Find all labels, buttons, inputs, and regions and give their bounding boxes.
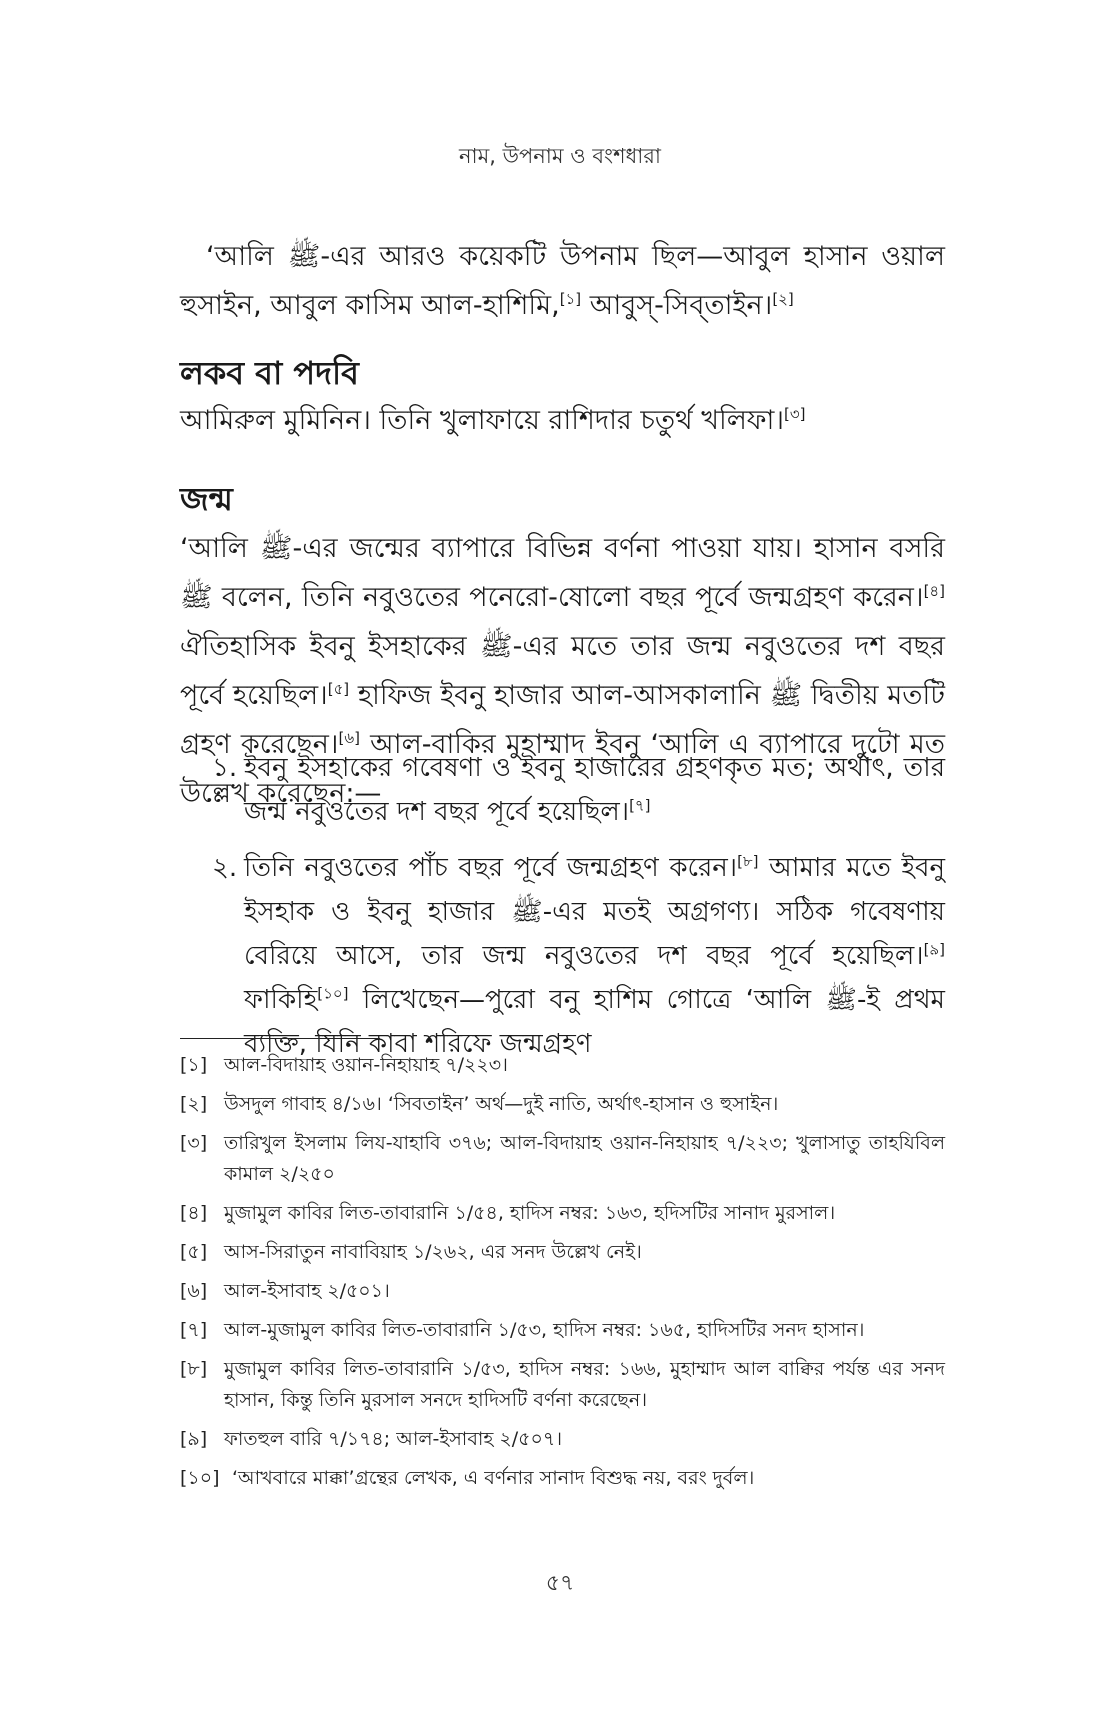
list-item-text: ইবনু ইসহাকের গবেষণা ও ইবনু হাজারের গ্রহণকৃত মত; অর্থাৎ, তার জন্ম নবুওতের দশ বছর পূর্বে হয়েছিল।	[244, 753, 945, 827]
footnote-number: [১০]	[180, 1467, 220, 1489]
section-heading-title: লকব বা পদবি	[180, 354, 359, 392]
footnote-number: [৬]	[180, 1280, 208, 1302]
footnote-number: [১]	[180, 1054, 208, 1076]
footnote-ref-3[interactable]: [৩]	[784, 405, 806, 423]
intro-text: ‘আলি ﷺ-এর আরও কয়েকটি উপনাম ছিল—আবুল হাসান ওয়াল হুসাইন, আবুল কাসিম আল-হাশিমি,	[180, 241, 945, 321]
page-number: ৫৭	[545, 1571, 575, 1596]
intro-text-2: আবুস্-সিব্তাইন।	[581, 290, 773, 321]
footnote-number: [৪]	[180, 1202, 208, 1224]
footnote-number: [৮]	[180, 1358, 208, 1380]
footnote	[180, 1424, 945, 1455]
section-heading-birth: জন্ম	[180, 480, 233, 518]
footnote-text: ‘আখবারে মাক্কা’গ্রন্থের লেখক, এ বর্ণনার সানাদ বিশুদ্ধ নয়, বরং দুর্বল।	[232, 1467, 755, 1489]
footnote	[180, 1463, 945, 1494]
footnote-text: তারিখুল ইসলাম লিয-যাহাবি ৩৭৬; আল-বিদায়াহ ওয়ান-নিহায়াহ ৭/২২৩; খুলাসাতু তাহযিবিল কামাল ২/২৫০	[224, 1132, 945, 1185]
footnote-text: মুজামুল কাবির লিত-তাবারানি ১/৫৪, হাদিস নম্বর: ১৬৩, হদিসটির সানাদ মুরসাল।	[224, 1202, 836, 1224]
list-item-number: ১.	[212, 753, 238, 783]
footnote-ref-6[interactable]: [৬]	[338, 729, 360, 747]
running-head: নাম, উপনাম ও বংশধারা	[459, 144, 661, 168]
footnote-number: [৩]	[180, 1132, 208, 1154]
footnote-ref-1[interactable]: [১]	[559, 290, 582, 308]
footnote	[180, 1276, 945, 1307]
footnote-text: আস-সিরাতুন নাবাবিয়াহ ১/২৬২, এর সনদ উল্লেখ নেই।	[224, 1241, 642, 1263]
footnote-ref-2[interactable]: [২]	[772, 290, 794, 308]
intro-paragraph	[180, 232, 945, 330]
title-paragraph	[180, 396, 945, 445]
footnote	[180, 1089, 945, 1120]
list-item-text-4: লিখেছেন—পুরো বনু হাশিম গোত্রে ‘আলি ﷺ-ই প্রথম ব্যক্তি, যিনি কাবা শরিফে জন্মগ্রহণ	[244, 985, 945, 1059]
list-item	[212, 746, 945, 834]
footnote-ref-8[interactable]: [৮]	[737, 852, 759, 871]
footnote-number: [৭]	[180, 1319, 208, 1341]
footnote-ref-10[interactable]: [১০]	[317, 984, 349, 1003]
list-item-text: তিনি নবুওতের পাঁচ বছর পূর্বে জন্মগ্রহণ করেন।	[244, 853, 738, 883]
footnote-text: উসদুল গাবাহ ৪/১৬। ‘সিবতাইন’ অর্থ—দুই নাতি, অর্থাৎ-হাসান ও হুসাইন।	[224, 1093, 779, 1115]
birth-text-1: ‘আলি ﷺ-এর জন্মের ব্যাপারে বিভিন্ন বর্ণনা পাওয়া যায়। হাসান বসরি ﷺ বলেন, তিনি নবুওতের পনেরো-ষোলো বছর পূর্বে জন্মগ্রহণ করেন।	[180, 533, 945, 613]
title-text: আমিরুল মুমিনিন। তিনি খুলাফায়ে রাশিদার চতুর্থ খলিফা।	[180, 405, 785, 436]
footnote	[180, 1315, 945, 1346]
footnote-divider	[180, 1038, 380, 1039]
footnote	[180, 1050, 945, 1081]
footnotes-list	[180, 1050, 945, 1502]
footnote-text: আল-বিদায়াহ ওয়ান-নিহায়াহ ৭/২২৩।	[224, 1054, 508, 1076]
list-item-text-2: আমার মতে ইবনু ইসহাক ও ইবনু হাজার ﷺ-এর মতই অগ্রগণ্য। সঠিক গবেষণায় বেরিয়ে আসে, তার জন্ম নবুওতের দশ বছর পূর্বে হয়েছিল।	[244, 853, 945, 971]
list-item-text-3: ফাকিহি	[244, 985, 318, 1015]
footnote-text: আল-মুজামুল কাবির লিত-তাবারানি ১/৫৩, হাদিস নম্বর: ১৬৫, হাদিসটির সনদ হাসান।	[224, 1319, 865, 1341]
footnote-number: [৯]	[180, 1428, 208, 1450]
footnote-ref-4[interactable]: [৪]	[923, 582, 945, 600]
footnote-text: ফাতহুল বারি ৭/১৭৪; আল-ইসাবাহ ২/৫০৭।	[224, 1428, 563, 1450]
birth-text-2: ঐতিহাসিক ইবনু ইসহাকের ﷺ-এর মতে তার জন্ম নবুওতের দশ বছর পূর্বে হয়েছিল।	[180, 631, 945, 711]
birth-opinions-list	[212, 746, 945, 1078]
footnote-ref-7[interactable]: [৭]	[629, 796, 651, 815]
footnote-ref-5[interactable]: [৫]	[327, 680, 350, 698]
footnote	[180, 1237, 945, 1268]
list-item-number: ২.	[212, 853, 238, 883]
footnote	[180, 1354, 945, 1416]
footnote	[180, 1128, 945, 1190]
birth-text-3: হাফিজ ইবনু হাজার আল-আসকালানি ﷺ দ্বিতীয় মতটি গ্রহণ করেছেন।	[180, 680, 945, 760]
list-item	[212, 846, 945, 1066]
footnote-text: মুজামুল কাবির লিত-তাবারানি ১/৫৩, হাদিস নম্বর: ১৬৬, মুহাম্মাদ আল বাক্বির পর্যন্ত এর সনদ হাসান, কিন্তু তিনি মুরসাল সনদে হাদিসটি বর্ণনা করেছেন।	[224, 1358, 945, 1411]
birth-text-4: আল-বাকির মুহাম্মাদ ইবনু ‘আলি এ ব্যাপারে দুটো মত উল্লেখ করেছেন:—	[180, 729, 945, 809]
footnote-number: [২]	[180, 1093, 208, 1115]
footnote-number: [৫]	[180, 1241, 208, 1263]
footnote-ref-9[interactable]: [৯]	[923, 940, 945, 959]
footnote-text: আল-ইসাবাহ ২/৫০১।	[224, 1280, 390, 1302]
footnote	[180, 1198, 945, 1229]
